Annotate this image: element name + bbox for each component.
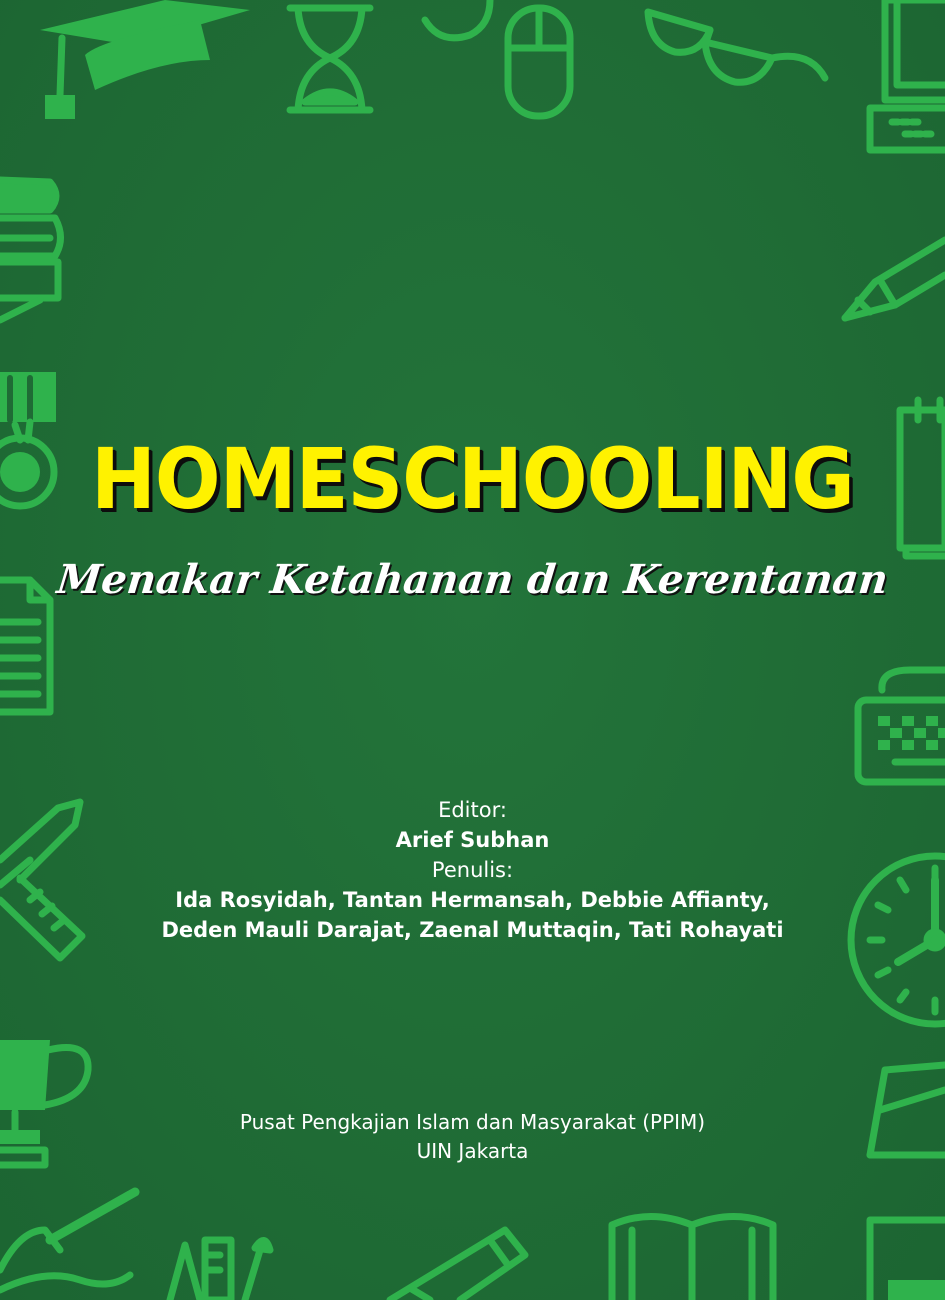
floppy-disk-icon: [870, 1220, 945, 1300]
editor-label: Editor:: [438, 798, 507, 822]
hourglass-icon: [290, 8, 370, 110]
hand-writing-icon: [0, 1192, 135, 1290]
book-title: HOMESCHOOLING: [91, 430, 854, 528]
editor-name: Arief Subhan: [395, 828, 550, 852]
publisher-name: Pusat Pengkajian Islam dan Masyarakat (PPIM): [239, 1110, 706, 1134]
bottom-pencil-icon: [390, 1230, 525, 1300]
mouse-icon: [508, 8, 570, 116]
computer-icon: [870, 0, 945, 150]
authors-label: Penulis:: [431, 858, 514, 882]
graduation-cap-icon: [40, 0, 250, 119]
credits-block: [0, 795, 945, 945]
glasses-icon: [648, 12, 825, 82]
brushes-icon: [170, 1240, 270, 1300]
open-book-icon: [612, 1217, 773, 1300]
publisher-university: UIN Jakarta: [416, 1139, 529, 1163]
books-icon: [0, 180, 61, 320]
authors-line-1: Ida Rosyidah, Tantan Hermansah, Debbie Affianty,: [175, 888, 770, 912]
pencil-icon: [845, 240, 945, 318]
authors-line-2: Deden Mauli Darajat, Zaenal Muttaqin, Tati Rohayati: [161, 918, 784, 942]
publisher-block: [0, 1108, 945, 1166]
keyboard-icon: [858, 670, 945, 782]
swirl-icon: [425, 0, 490, 38]
book-subtitle: Menakar Ketahanan dan Kerentanan: [54, 556, 891, 603]
